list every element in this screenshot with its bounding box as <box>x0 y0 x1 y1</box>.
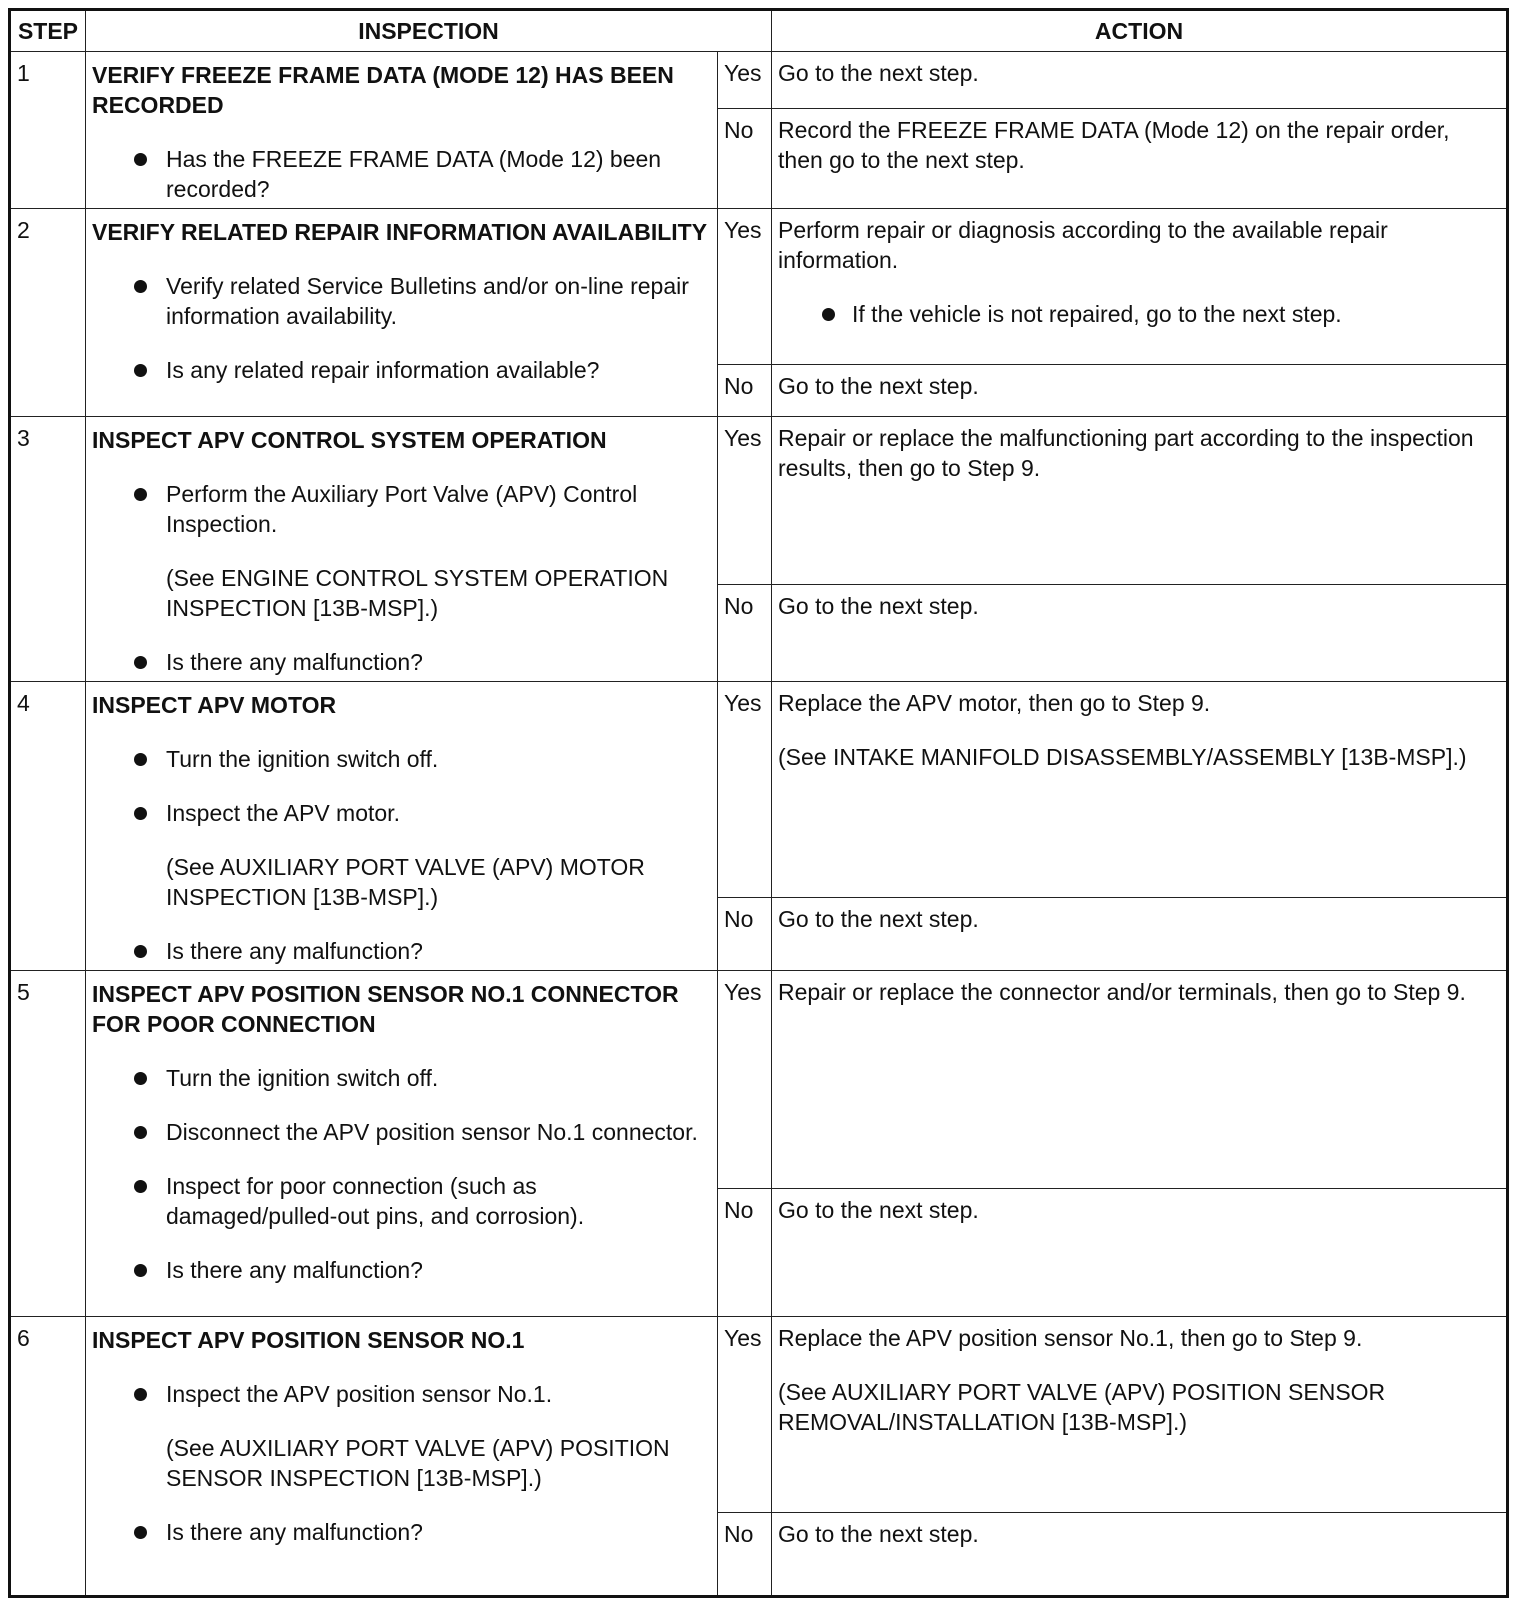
inspection-title: INSPECT APV CONTROL SYSTEM OPERATION <box>92 427 607 453</box>
step-6-yes-row <box>10 1317 1508 1513</box>
yes-label: Yes <box>718 209 772 365</box>
bullet-text: Is there any malfunction? <box>166 938 423 964</box>
inspection-title: VERIFY RELATED REPAIR INFORMATION AVAILABILITY <box>92 219 708 245</box>
no-action: Go to the next step. <box>772 1513 1508 1597</box>
step-number: 6 <box>10 1317 86 1597</box>
bullet-icon <box>134 1388 147 1401</box>
bullet-icon <box>134 153 147 166</box>
bullet-text: Is there any malfunction? <box>166 1257 423 1283</box>
step-number: 3 <box>10 417 86 682</box>
inspection-title: VERIFY FREEZE FRAME DATA (MODE 12) HAS BEEN RECORDED <box>92 62 674 118</box>
inspection-cell <box>86 52 718 209</box>
inspection-bullet <box>92 1063 711 1093</box>
inspection-bullet <box>92 355 711 385</box>
bullet-text: Turn the ignition switch off. <box>166 1065 439 1091</box>
inspection-bullet <box>92 144 711 204</box>
bullet-icon <box>134 807 147 820</box>
action-bullet <box>778 299 1500 329</box>
yes-action: Repair or replace the connector and/or terminals, then go to Step 9. <box>772 971 1508 1189</box>
bullet-text: Inspect the APV position sensor No.1. <box>166 1381 553 1407</box>
no-label: No <box>718 1189 772 1317</box>
step-number: 1 <box>10 52 86 209</box>
bullet-text: Disconnect the APV position sensor No.1 connector. <box>166 1119 698 1145</box>
header-action: ACTION <box>772 10 1508 52</box>
bullet-icon <box>134 1126 147 1139</box>
bullet-text: Is there any malfunction? <box>166 649 423 675</box>
no-action: Go to the next step. <box>772 584 1508 681</box>
bullet-icon <box>134 1072 147 1085</box>
bullet-icon <box>134 1526 147 1539</box>
yes-action-cell <box>772 209 1508 365</box>
inspection-title: INSPECT APV POSITION SENSOR NO.1 CONNECTOR FOR POOR CONNECTION <box>92 981 679 1037</box>
yes-action-cell <box>772 1317 1508 1513</box>
no-label: No <box>718 898 772 971</box>
yes-action: Repair or replace the malfunctioning part according to the inspection results, then go to Step 9. <box>772 417 1508 585</box>
inspection-bullet <box>92 1517 711 1547</box>
step-4-yes-row <box>10 682 1508 898</box>
step-1-yes-row <box>10 52 1508 109</box>
inspection-cell <box>86 417 718 682</box>
header-row <box>10 10 1508 52</box>
bullet-text: If the vehicle is not repaired, go to the next step. <box>852 301 1342 327</box>
inspection-bullet <box>92 271 711 331</box>
step-number: 2 <box>10 209 86 417</box>
bullet-text: Turn the ignition switch off. <box>166 746 439 772</box>
inspection-bullet <box>92 744 711 774</box>
header-step: STEP <box>10 10 86 52</box>
yes-label: Yes <box>718 971 772 1189</box>
step-2-yes-row <box>10 209 1508 365</box>
bullet-icon <box>134 1264 147 1277</box>
yes-action: Go to the next step. <box>772 52 1508 109</box>
bullet-icon <box>134 488 147 501</box>
bullet-icon <box>134 364 147 377</box>
action-reference: (See AUXILIARY PORT VALVE (APV) POSITION SENSOR REMOVAL/INSTALLATION [13B-MSP].) <box>778 1379 1386 1435</box>
bullet-text: Is there any malfunction? <box>166 1519 423 1545</box>
inspection-bullet <box>92 1117 711 1147</box>
bullet-text: Has the FREEZE FRAME DATA (Mode 12) been recorded? <box>166 146 662 202</box>
action-reference: (See INTAKE MANIFOLD DISASSEMBLY/ASSEMBLY [13B-MSP].) <box>778 744 1467 770</box>
inspection-reference: (See AUXILIARY PORT VALVE (APV) POSITION SENSOR INSPECTION [13B-MSP].) <box>166 1435 670 1491</box>
yes-action: Perform repair or diagnosis according to the available repair information. <box>778 217 1388 273</box>
bullet-text: Inspect for poor connection (such as damaged/pulled-out pins, and corrosion). <box>166 1173 585 1229</box>
yes-action: Replace the APV motor, then go to Step 9. <box>778 690 1211 716</box>
bullet-icon <box>134 656 147 669</box>
inspection-bullet <box>92 479 711 539</box>
step-5-yes-row <box>10 971 1508 1189</box>
yes-action: Replace the APV position sensor No.1, then go to Step 9. <box>778 1325 1363 1351</box>
inspection-cell <box>86 971 718 1317</box>
inspection-bullet <box>92 1171 711 1231</box>
inspection-cell <box>86 1317 718 1597</box>
step-number: 4 <box>10 682 86 971</box>
inspection-title: INSPECT APV MOTOR <box>92 692 337 718</box>
yes-action-cell <box>772 682 1508 898</box>
yes-label: Yes <box>718 682 772 898</box>
no-action: Go to the next step. <box>772 365 1508 417</box>
bullet-text: Verify related Service Bulletins and/or on-line repair information availability. <box>166 273 689 329</box>
yes-label: Yes <box>718 1317 772 1513</box>
bullet-text: Inspect the APV motor. <box>166 800 400 826</box>
bullet-icon <box>134 945 147 958</box>
diagnostic-table <box>8 8 1509 1598</box>
header-inspection: INSPECTION <box>86 10 772 52</box>
no-label: No <box>718 584 772 681</box>
inspection-cell <box>86 682 718 971</box>
bullet-icon <box>134 280 147 293</box>
bullet-icon <box>134 1180 147 1193</box>
bullet-icon <box>822 308 835 321</box>
bullet-icon <box>134 753 147 766</box>
inspection-bullet <box>92 1255 711 1285</box>
no-action: Record the FREEZE FRAME DATA (Mode 12) on the repair order, then go to the next step. <box>772 109 1508 209</box>
inspection-bullet <box>92 798 711 828</box>
bullet-text: Perform the Auxiliary Port Valve (APV) Control Inspection. <box>166 481 638 537</box>
inspection-bullet <box>92 1379 711 1409</box>
inspection-reference: (See ENGINE CONTROL SYSTEM OPERATION INSPECTION [13B-MSP].) <box>166 565 669 621</box>
inspection-bullet <box>92 936 711 966</box>
inspection-cell <box>86 209 718 417</box>
no-label: No <box>718 109 772 209</box>
inspection-title: INSPECT APV POSITION SENSOR NO.1 <box>92 1327 525 1353</box>
inspection-bullet <box>92 647 711 677</box>
no-action: Go to the next step. <box>772 898 1508 971</box>
inspection-reference: (See AUXILIARY PORT VALVE (APV) MOTOR INSPECTION [13B-MSP].) <box>166 854 645 910</box>
yes-label: Yes <box>718 417 772 585</box>
yes-label: Yes <box>718 52 772 109</box>
no-label: No <box>718 1513 772 1597</box>
step-number: 5 <box>10 971 86 1317</box>
no-action: Go to the next step. <box>772 1189 1508 1317</box>
step-3-yes-row <box>10 417 1508 585</box>
no-label: No <box>718 365 772 417</box>
bullet-text: Is any related repair information available? <box>166 357 600 383</box>
